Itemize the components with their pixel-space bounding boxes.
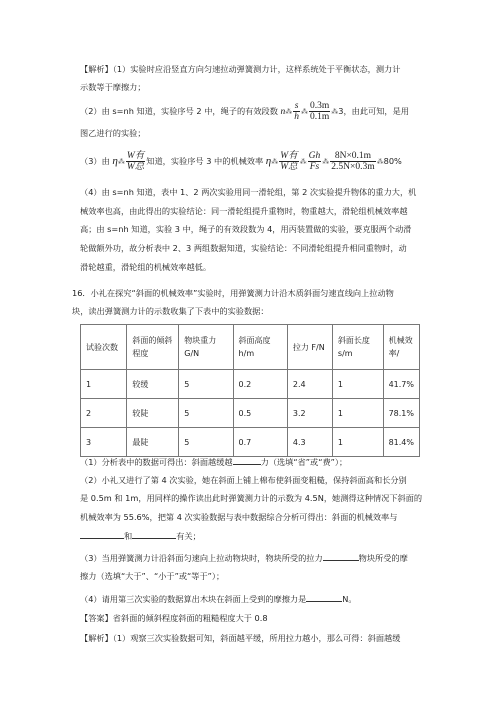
answer-line: 【答案】省斜面的倾斜程度斜面的粗糙程度大于 0.8	[80, 613, 268, 623]
analysis-p4-line4: 轮做额外功，故分析表中 2、3 两组数据知道，实验结论：不同滑轮组提升相同重物时，动	[80, 243, 407, 253]
question-part3-line2: 擦力（选填“大于”、“小于”或“等于”）；	[80, 571, 225, 581]
eta-symbol: η	[112, 155, 118, 167]
question-part2-line3: 机械效率为 55.6%，把第 4 次实验数据与表中数据综合分析可得出：斜面的机械效率与	[80, 512, 398, 522]
fraction-w-repeat: $\frac{\text{W有}}{\text{W总}}$	[280, 151, 298, 172]
analysis-p4-line5: 滑轮越重，滑轮组的机械效率越低。	[80, 262, 212, 272]
fraction-numeric: $\frac{8N\times 0.1m}{2.5N\times 0.3m}$	[331, 151, 375, 172]
header-length: 斜面长度 s/m	[332, 325, 383, 370]
analysis-last-line: 【解析】（1）观察三次实验数据可知，斜面越平缓，所用拉力越小，那么可得：斜面越缓	[80, 633, 401, 643]
analysis-p4-line1: （4）由 s=nh 知道，表中 1、2 两次实验用同一滑轮组，第 2 次实验提升物体的重力大，机	[80, 187, 417, 197]
header-height: 斜面高度 h/m	[233, 325, 287, 370]
header-weight: 物块重力 G/N	[179, 325, 233, 370]
answer-blank-3	[132, 529, 176, 539]
therefore-symbol: ⁂	[285, 108, 293, 116]
fraction-s-over-h: $\frac{s}{h}$	[294, 101, 300, 122]
answer-blank-4	[323, 551, 359, 561]
question-part1: （1）分析表中的数据可得出：斜面越缓越 力（选填“省”或“费”）；	[80, 457, 348, 467]
answer-blank-2	[80, 529, 124, 539]
p2-prefix: （2）由 s=nh 知道，实验序号 2 中，绳子的有效段数	[80, 106, 278, 116]
header-trial: 试验次数	[81, 325, 127, 370]
header-pull: 拉力 F/N	[287, 325, 332, 370]
var-n: n	[280, 107, 286, 117]
table-row: 2 较陡 5 0.5 3.2 1 78.1%	[81, 399, 420, 428]
p2-result: 3，由此可知，是用	[338, 106, 409, 116]
question-part2-line4: 和 有关；	[80, 529, 201, 543]
question-part2-line2: 是 0.5m 和 1m，用同样的操作读出此时弹簧测力计的示数为 4.5N，她测得这种情况下斜面的	[80, 493, 423, 503]
fraction-w-useful-over-total: $\frac{\text{W有}}{\text{W总}}$	[126, 151, 145, 172]
table-row: 3 最陡 5 0.7 4.3 1 81.4%	[81, 428, 420, 457]
analysis-p1-line2: 示数等于摩擦力；	[80, 82, 146, 92]
analysis-p2-line2: 图乙进行的实验；	[80, 128, 146, 138]
fraction-gh-over-fs: $\frac{Gh}{Fs}$	[308, 151, 321, 172]
experiment-data-table	[80, 324, 420, 457]
question-part3-line1: （3）当用弹簧测力计沿斜面匀速向上拉动物块时，物块所受的拉力 物块所受的摩	[80, 553, 408, 563]
answer-blank-1	[233, 455, 261, 465]
header-incline: 斜面的倾斜程度	[127, 325, 179, 370]
efficiency-result: 80%	[383, 156, 402, 166]
question-16-line1: 16．小礼在探究“斜面的机械效率”实验时，用弹簧测力计沿木质斜面匀速直线向上拉动物	[72, 288, 394, 298]
analysis-p1-line1: 【解析】（1）实验时应沿竖直方向匀速拉动弹簧测力计，这样系统处于平衡状态，测力计	[80, 64, 401, 74]
question-16-line2: 块，读出弹簧测力计的示数收集了下表中的实验数据：	[72, 306, 269, 316]
analysis-p4-line3: 高；由 s=nh 知道，实验 3 中，绳子的有效段数为 4，用丙装置做的实验，要克服两个动滑	[80, 224, 412, 234]
question-part2-line1: （2）小礼又进行了第 4 次实验，她在斜面上铺上棉布使斜面变粗糙，保持斜面高和长分别	[80, 475, 407, 485]
question-part4: （4）请用第三次实验的数据算出木块在斜面上受到的摩擦力是 N。	[80, 594, 357, 604]
header-efficiency: 机械效率/	[383, 325, 419, 370]
analysis-p4-line2: 械效率也高，由此得出的实验结论：同一滑轮组提升重物时，物重越大，滑轮组机械效率越	[80, 206, 408, 216]
analysis-p3-line: （3）由 η⁂ $\frac{\text{W有}}{\text{W总}}$ 知道，实验序号 3 中的机械效率 η⁂ $\frac{\text{W有}}{\text{W总}}$ ⁂ $\frac{Gh}{Fs}$ ⁂ $\frac{8N\times 0.1m}{2.5N\times 0.3m}$ ⁂80%	[80, 151, 402, 172]
analysis-p2-line1: （2）由 s=nh 知道，实验序号 2 中，绳子的有效段数 n⁂ $\frac{s}{h}$ ⁂ $\frac{0.3m}{0.1m}$ ⁂3，由此可知，是用	[80, 101, 409, 122]
answer-blank-5	[306, 592, 342, 602]
table-header-row	[81, 325, 420, 370]
fraction-values: $\frac{0.3m}{0.1m}$	[310, 101, 330, 122]
table-row: 1 较缓 5 0.2 2.4 1 41.7%	[81, 370, 420, 399]
